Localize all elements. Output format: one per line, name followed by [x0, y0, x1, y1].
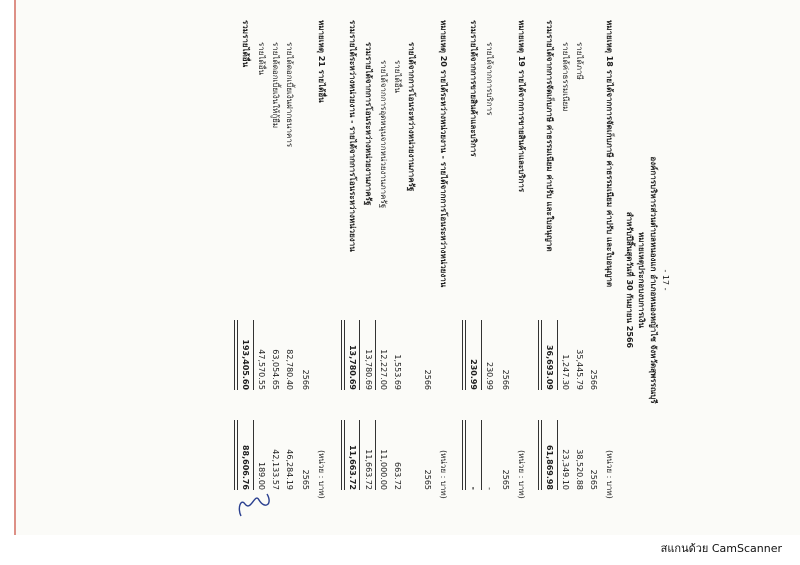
- total-label: รวมรายได้อื่น: [241, 20, 250, 68]
- row-value-2566: 1,553.69: [393, 354, 402, 390]
- row-label: รายได้อื่น: [393, 60, 402, 93]
- note21-title: หมายเหตุ 21 รายได้อื่น: [317, 20, 326, 103]
- note20-title: หมายเหตุ 20 รายได้ระหว่างหน่วยงาน - รายได้จากการโอนระหว่างหน่วยงาน: [439, 20, 448, 288]
- row-value-2566: 47,570.55: [257, 349, 266, 390]
- year-2566: 2566: [423, 369, 432, 390]
- year-2566: 2566: [301, 369, 310, 390]
- sum-line: [557, 320, 558, 390]
- total-label: รวมรายได้จากการขายสินค้าและบริการ: [469, 20, 478, 157]
- doc-title: หมายเหตุประกอบงบการเงิน: [637, 231, 646, 329]
- rotated-document: [0, 20, 670, 540]
- row-label: รายได้ดอกเบี้ยเงินให้กู้ยืม: [271, 42, 280, 129]
- total-value-2566: 230.99: [469, 359, 478, 390]
- double-underline: [462, 420, 466, 490]
- row-value-2565: 46,284.19: [285, 449, 294, 490]
- subtotal-label: รวมรายได้จากการโอนระหว่างหน่วยงานภาครัฐ: [364, 42, 373, 206]
- total-value-2566: 13,780.69: [348, 344, 357, 390]
- row-value-2566: 12,227.00: [379, 349, 388, 390]
- row-value-2565: 38,520.88: [575, 449, 584, 490]
- year-2565: 2565: [301, 469, 310, 490]
- year-2565: 2565: [589, 469, 598, 490]
- double-underline: [538, 420, 542, 490]
- sum-line: [253, 420, 254, 490]
- year-2566: 2566: [589, 369, 598, 390]
- sum-line: [359, 420, 360, 490]
- row-label: รายได้ค่าธรรมเนียม: [561, 42, 570, 112]
- row-label: รายได้ดอกเบี้ยเงินฝากธนาคาร: [285, 42, 294, 148]
- page-number: - 17 -: [661, 269, 670, 291]
- double-underline: [341, 320, 345, 390]
- total-value-2565: 61,869.98: [545, 444, 554, 490]
- total-value-2566: 193,405.60: [241, 339, 250, 390]
- total-value-2565: 88,606.76: [241, 444, 250, 490]
- sum-line: [557, 420, 558, 490]
- unit-label: (หน่วย : บาท): [605, 450, 614, 499]
- sum-line: [359, 320, 360, 390]
- total-value-2566: 36,693.09: [545, 344, 554, 390]
- double-underline: [234, 420, 238, 490]
- row-value-2566: 63,054.65: [271, 349, 280, 390]
- total-value-2565: 11,663.72: [348, 444, 357, 490]
- sum-line: [481, 420, 482, 490]
- sum-line: [253, 320, 254, 390]
- year-2565: 2565: [501, 469, 510, 490]
- year-2565: 2565: [423, 469, 432, 490]
- subtotal-value-2566: 13,780.69: [364, 349, 373, 390]
- signature-mark: [235, 490, 275, 520]
- row-value-2566: 230.99: [485, 362, 494, 390]
- unit-label: (หน่วย : บาท): [517, 450, 526, 499]
- total-label: รวมรายได้ระหว่างหน่วยงาน - รายได้จากการโอนระหว่างหน่วยงาน: [348, 20, 357, 252]
- year-2566: 2566: [501, 369, 510, 390]
- unit-label: (หน่วย : บาท): [317, 450, 326, 499]
- doc-period: สำหรับปีสิ้นสุดวันที่ 30 กันยายน 2566: [625, 211, 634, 349]
- double-underline: [462, 320, 466, 390]
- scanner-watermark: สแกนด้วย CamScanner: [660, 542, 782, 555]
- row-label: รายได้อื่น: [257, 42, 266, 75]
- row-value-2566: 35,445.79: [575, 349, 584, 390]
- row-value-2565: 42,133.57: [271, 449, 280, 490]
- unit-label: (หน่วย : บาท): [439, 450, 448, 499]
- note18-title: หมายเหตุ 18 รายได้จากการจัดเก็บภาษี ค่าธรรมเนียม ค่าปรับ และใบอนุญาต: [605, 20, 614, 288]
- row-value-2565: 23,349.10: [561, 449, 570, 490]
- row-value-2565: 11,000.00: [379, 449, 388, 490]
- double-underline: [341, 420, 345, 490]
- row-label: รายได้จากการอุดหนุนจากหน่วยงานภาครัฐ: [379, 60, 388, 209]
- row-value-2566: 1,247.30: [561, 354, 570, 390]
- row-value-2565: 663.72: [393, 462, 402, 490]
- note19-title: หมายเหตุ 19 รายได้จากการขายสินค้าและบริการ: [517, 20, 526, 193]
- org-name: องค์การบริหารส่วนตำบลหนองแก อำเภอหนองหญ้าไซ จังหวัดสุพรรณบุรี: [649, 156, 658, 404]
- sum-line: [481, 320, 482, 390]
- row-value-2565: 189.00: [257, 462, 266, 490]
- total-value-2565: -: [469, 486, 478, 490]
- total-label: รวมรายได้จากการจัดเก็บภาษี ค่าธรรมเนียม ค่าปรับ และใบอนุญาต: [545, 20, 554, 252]
- group-label: รายได้จากการโอนระหว่างหน่วยงานภาครัฐ: [407, 42, 416, 192]
- row-value-2566: 82,780.40: [285, 349, 294, 390]
- row-label: รายได้จากการบริการ: [485, 42, 494, 116]
- sum-line: [375, 320, 376, 390]
- sum-line: [375, 420, 376, 490]
- double-underline: [538, 320, 542, 390]
- subtotal-value-2565: 11,663.72: [364, 449, 373, 490]
- row-label: รายได้ภาษี: [575, 42, 584, 80]
- row-value-2565: -: [485, 487, 494, 490]
- double-underline: [234, 320, 238, 390]
